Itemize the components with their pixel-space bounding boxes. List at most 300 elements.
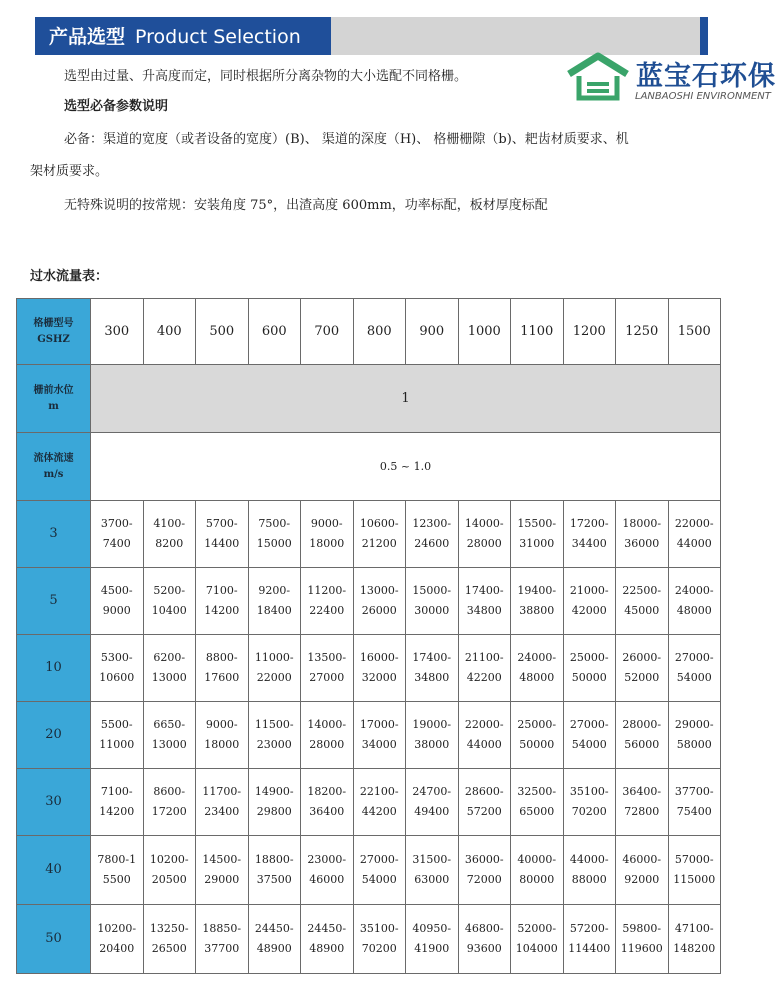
flow-value-min: 24000- bbox=[517, 651, 557, 664]
flow-value-cell bbox=[563, 905, 616, 974]
flow-value-cell bbox=[406, 836, 459, 905]
flow-value-min: 11700- bbox=[202, 785, 242, 798]
flow-value-cell bbox=[511, 702, 564, 769]
flow-value-cell bbox=[616, 702, 669, 769]
flow-value-min: 7100- bbox=[205, 584, 238, 597]
flow-value-max: 14400 bbox=[204, 537, 240, 550]
flow-value-min: 13500- bbox=[307, 651, 347, 664]
flow-value-cell bbox=[406, 501, 459, 568]
flow-value-cell bbox=[301, 702, 354, 769]
flow-value-cell bbox=[353, 905, 406, 974]
flow-value-min: 40000- bbox=[517, 853, 557, 866]
logo-name-en: LANBAOSHI ENVIRONMENT bbox=[635, 91, 771, 102]
flow-value-max: 7400 bbox=[102, 537, 131, 550]
flow-speed-row bbox=[17, 433, 721, 501]
flow-value-min: 47100- bbox=[674, 922, 714, 935]
flow-value-min: 23000- bbox=[307, 853, 347, 866]
flow-value-max: 72800 bbox=[624, 805, 660, 818]
flow-value-min: 22500- bbox=[622, 584, 662, 597]
gap-size-cell: 20 bbox=[17, 702, 91, 769]
flow-value-max: 52000 bbox=[624, 671, 660, 684]
flow-value-cell bbox=[143, 568, 196, 635]
model-size-cell: 800 bbox=[353, 299, 406, 365]
flow-value-cell bbox=[563, 635, 616, 702]
flow-value-max: 119600 bbox=[620, 942, 663, 955]
gap-size-cell: 50 bbox=[17, 905, 91, 974]
flow-value-max: 13000 bbox=[151, 671, 187, 684]
flow-value-max: 104000 bbox=[515, 942, 558, 955]
flow-value-cell bbox=[91, 836, 144, 905]
flow-value-cell bbox=[406, 635, 459, 702]
model-size-cell: 700 bbox=[301, 299, 354, 365]
flow-value-min: 21100- bbox=[464, 651, 504, 664]
flow-value-min: 17400- bbox=[464, 584, 504, 597]
flow-data-row bbox=[17, 905, 721, 974]
intro-heading: 选型必备参数说明 bbox=[64, 99, 169, 114]
flow-value-min: 6200- bbox=[153, 651, 186, 664]
flow-value-max: 34800 bbox=[466, 604, 502, 617]
flow-value-cell bbox=[616, 836, 669, 905]
flow-value-min: 31500- bbox=[412, 853, 452, 866]
flow-value-max: 34400 bbox=[571, 537, 607, 550]
flow-value-max: 48000 bbox=[676, 604, 712, 617]
flow-value-cell bbox=[196, 905, 249, 974]
flow-value-cell bbox=[616, 501, 669, 568]
flow-value-cell bbox=[91, 905, 144, 974]
model-size-cell: 1000 bbox=[458, 299, 511, 365]
water-level-row bbox=[17, 365, 721, 433]
flow-value-cell bbox=[301, 568, 354, 635]
flow-rate-table bbox=[16, 298, 721, 974]
flow-value-min: 17000- bbox=[359, 718, 399, 731]
flow-value-max: 29800 bbox=[256, 805, 292, 818]
flow-value-cell bbox=[511, 836, 564, 905]
flow-value-max: 42200 bbox=[466, 671, 502, 684]
gap-size-cell: 5 bbox=[17, 568, 91, 635]
flow-value-min: 14000- bbox=[307, 718, 347, 731]
flow-value-max: 15000 bbox=[256, 537, 292, 550]
flow-value-cell bbox=[406, 905, 459, 974]
flow-value-min: 32500- bbox=[517, 785, 557, 798]
flow-value-min: 14000- bbox=[464, 517, 504, 530]
water-level-value: 1 bbox=[91, 365, 721, 433]
flow-value-cell bbox=[563, 769, 616, 836]
flow-data-row bbox=[17, 769, 721, 836]
flow-value-max: 65000 bbox=[519, 805, 555, 818]
flow-value-cell bbox=[563, 568, 616, 635]
flow-value-min: 26000- bbox=[622, 651, 662, 664]
flow-value-cell bbox=[248, 769, 301, 836]
flow-value-max: 10600 bbox=[99, 671, 135, 684]
flow-value-min: 40950- bbox=[412, 922, 452, 935]
flow-speed-unit: m/s bbox=[43, 468, 64, 480]
flow-value-max: 46000 bbox=[309, 873, 345, 886]
flow-value-max: 34800 bbox=[414, 671, 450, 684]
flow-value-max: 17600 bbox=[204, 671, 240, 684]
flow-value-cell bbox=[91, 635, 144, 702]
flow-value-min: 17400- bbox=[412, 651, 452, 664]
flow-value-max: 36000 bbox=[624, 537, 660, 550]
flow-value-max: 18000 bbox=[204, 738, 240, 751]
flow-value-cell bbox=[563, 836, 616, 905]
flow-value-cell bbox=[301, 836, 354, 905]
model-size-cell: 400 bbox=[143, 299, 196, 365]
gap-size-cell: 3 bbox=[17, 501, 91, 568]
flow-value-min: 15500- bbox=[517, 517, 557, 530]
flow-value-max: 28000 bbox=[466, 537, 502, 550]
section-title bbox=[49, 22, 301, 49]
flow-value-max: 14200 bbox=[204, 604, 240, 617]
flow-value-max: 115000 bbox=[673, 873, 716, 886]
flow-value-max: 37500 bbox=[256, 873, 292, 886]
model-label: 格栅型号 bbox=[33, 317, 74, 329]
flow-value-cell bbox=[668, 501, 721, 568]
flow-value-max: 20500 bbox=[151, 873, 187, 886]
flow-value-min: 37700- bbox=[674, 785, 714, 798]
flow-value-cell bbox=[458, 702, 511, 769]
model-size-cell: 1200 bbox=[563, 299, 616, 365]
model-code: GSHZ bbox=[37, 333, 70, 345]
section-title-cn: 产品选型 bbox=[49, 26, 126, 48]
flow-value-cell bbox=[668, 769, 721, 836]
gap-size-cell: 10 bbox=[17, 635, 91, 702]
model-label-cell bbox=[17, 299, 91, 365]
flow-value-max: 148200 bbox=[673, 942, 716, 955]
flow-value-cell bbox=[301, 635, 354, 702]
flow-value-min: 57200- bbox=[569, 922, 609, 935]
flow-value-max: 8200 bbox=[155, 537, 184, 550]
flow-value-max: 44200 bbox=[361, 805, 397, 818]
flow-value-cell bbox=[301, 501, 354, 568]
flow-value-max: 72000 bbox=[466, 873, 502, 886]
flow-value-min: 5200- bbox=[153, 584, 186, 597]
model-size-cell: 500 bbox=[196, 299, 249, 365]
flow-value-min: 21000- bbox=[569, 584, 609, 597]
logo-name-cn: 蓝宝石环保 bbox=[636, 61, 776, 92]
flow-value-min: 10200- bbox=[97, 922, 137, 935]
flow-value-max: 75400 bbox=[676, 805, 712, 818]
flow-value-max: 38000 bbox=[414, 738, 450, 751]
flow-value-max: 54000 bbox=[361, 873, 397, 886]
flow-value-cell bbox=[353, 702, 406, 769]
flow-data-row bbox=[17, 702, 721, 769]
flow-value-min: 19400- bbox=[517, 584, 557, 597]
flow-value-max: 49400 bbox=[414, 805, 450, 818]
flow-value-cell bbox=[563, 501, 616, 568]
flow-value-min: 5300- bbox=[100, 651, 133, 664]
model-size-cell: 900 bbox=[406, 299, 459, 365]
flow-value-max: 23400 bbox=[204, 805, 240, 818]
flow-value-cell bbox=[248, 905, 301, 974]
flow-value-max: 30000 bbox=[414, 604, 450, 617]
flow-value-min: 19000- bbox=[412, 718, 452, 731]
flow-value-min: 9000- bbox=[205, 718, 238, 731]
flow-value-min: 57000- bbox=[674, 853, 714, 866]
flow-value-min: 6650- bbox=[153, 718, 186, 731]
flow-speed-label-cell bbox=[17, 433, 91, 501]
flow-value-cell bbox=[406, 769, 459, 836]
flow-value-cell bbox=[353, 836, 406, 905]
flow-value-cell bbox=[248, 702, 301, 769]
flow-value-min: 7800-1 bbox=[97, 853, 137, 866]
flow-value-min: 27000- bbox=[359, 853, 399, 866]
intro-line-3: 架材质要求。 bbox=[30, 164, 109, 179]
water-level-label-cell bbox=[17, 365, 91, 433]
flow-value-cell bbox=[196, 769, 249, 836]
flow-data-row bbox=[17, 568, 721, 635]
flow-value-max: 54000 bbox=[571, 738, 607, 751]
flow-speed-value: 0.5 ~ 1.0 bbox=[91, 433, 721, 501]
flow-value-min: 22100- bbox=[359, 785, 399, 798]
flow-value-cell bbox=[248, 568, 301, 635]
flow-value-max: 21200 bbox=[361, 537, 397, 550]
flow-value-max: 9000 bbox=[102, 604, 131, 617]
flow-value-min: 25000- bbox=[517, 718, 557, 731]
flow-value-max: 44000 bbox=[466, 738, 502, 751]
flow-value-cell bbox=[458, 769, 511, 836]
flow-value-min: 28600- bbox=[464, 785, 504, 798]
flow-speed-label: 流体流速 bbox=[33, 452, 74, 464]
flow-value-cell bbox=[458, 501, 511, 568]
flow-value-min: 17200- bbox=[569, 517, 609, 530]
flow-value-min: 36000- bbox=[464, 853, 504, 866]
flow-value-min: 22000- bbox=[464, 718, 504, 731]
intro-line-4: 无特殊说明的按常规：安装角度 75°，出渣高度 600mm，功率标配，板材厚度标配 bbox=[64, 198, 548, 213]
flow-value-max: 18000 bbox=[309, 537, 345, 550]
flow-value-max: 18400 bbox=[256, 604, 292, 617]
flow-value-min: 27000- bbox=[569, 718, 609, 731]
flow-value-max: 50000 bbox=[519, 738, 555, 751]
flow-value-max: 45000 bbox=[624, 604, 660, 617]
flow-value-cell bbox=[143, 501, 196, 568]
model-size-cell: 1250 bbox=[616, 299, 669, 365]
flow-value-min: 4100- bbox=[153, 517, 186, 530]
flow-value-max: 29000 bbox=[204, 873, 240, 886]
flow-value-min: 3700- bbox=[100, 517, 133, 530]
flow-value-cell bbox=[563, 702, 616, 769]
flow-value-max: 37700 bbox=[204, 942, 240, 955]
flow-value-min: 10600- bbox=[359, 517, 399, 530]
flow-value-cell bbox=[406, 568, 459, 635]
model-size-cell: 1100 bbox=[511, 299, 564, 365]
flow-value-max: 34000 bbox=[361, 738, 397, 751]
flow-value-max: 63000 bbox=[414, 873, 450, 886]
flow-value-cell bbox=[91, 568, 144, 635]
flow-value-cell bbox=[196, 702, 249, 769]
flow-value-min: 35100- bbox=[359, 922, 399, 935]
flow-value-max: 22000 bbox=[256, 671, 292, 684]
section-header-title-block bbox=[35, 17, 331, 55]
flow-value-max: 28000 bbox=[309, 738, 345, 751]
flow-value-max: 24600 bbox=[414, 537, 450, 550]
flow-value-max: 48900 bbox=[309, 942, 345, 955]
flow-value-max: 26500 bbox=[151, 942, 187, 955]
flow-value-min: 46000- bbox=[622, 853, 662, 866]
flow-value-max: 50000 bbox=[571, 671, 607, 684]
flow-value-min: 18000- bbox=[622, 517, 662, 530]
flow-value-cell bbox=[511, 769, 564, 836]
flow-value-cell bbox=[406, 702, 459, 769]
flow-value-max: 57200 bbox=[466, 805, 502, 818]
flow-value-min: 5500- bbox=[100, 718, 133, 731]
flow-value-cell bbox=[196, 568, 249, 635]
flow-data-row bbox=[17, 635, 721, 702]
flow-value-max: 36400 bbox=[309, 805, 345, 818]
flow-value-cell bbox=[616, 905, 669, 974]
flow-value-cell bbox=[301, 905, 354, 974]
flow-value-max: 41900 bbox=[414, 942, 450, 955]
flow-value-min: 5700- bbox=[205, 517, 238, 530]
flow-value-max: 48900 bbox=[256, 942, 292, 955]
flow-value-cell bbox=[458, 836, 511, 905]
flow-value-max: 80000 bbox=[519, 873, 555, 886]
flow-value-max: 31000 bbox=[519, 537, 555, 550]
flow-value-cell bbox=[511, 635, 564, 702]
flow-value-min: 16000- bbox=[359, 651, 399, 664]
flow-value-max: 70200 bbox=[361, 942, 397, 955]
model-header-row bbox=[17, 299, 721, 365]
flow-value-min: 7100- bbox=[100, 785, 133, 798]
flow-value-min: 11200- bbox=[307, 584, 347, 597]
flow-value-min: 28000- bbox=[622, 718, 662, 731]
flow-value-min: 18850- bbox=[202, 922, 242, 935]
flow-value-max: 5500 bbox=[102, 873, 131, 886]
flow-value-min: 18200- bbox=[307, 785, 347, 798]
flow-value-min: 22000- bbox=[674, 517, 714, 530]
flow-value-min: 8800- bbox=[205, 651, 238, 664]
flow-value-cell bbox=[353, 568, 406, 635]
flow-value-min: 29000- bbox=[674, 718, 714, 731]
flow-value-min: 9000- bbox=[310, 517, 343, 530]
flow-value-cell bbox=[458, 635, 511, 702]
flow-value-cell bbox=[458, 905, 511, 974]
flow-value-min: 18800- bbox=[254, 853, 294, 866]
flow-value-cell bbox=[511, 568, 564, 635]
flow-data-row bbox=[17, 501, 721, 568]
flow-value-cell bbox=[143, 769, 196, 836]
flow-value-min: 4500- bbox=[100, 584, 133, 597]
flow-value-cell bbox=[143, 635, 196, 702]
water-level-label: 栅前水位 bbox=[33, 384, 74, 396]
flow-value-max: 14200 bbox=[99, 805, 135, 818]
flow-value-max: 88000 bbox=[571, 873, 607, 886]
table-caption: 过水流量表： bbox=[30, 269, 109, 284]
flow-value-min: 15000- bbox=[412, 584, 452, 597]
flow-value-min: 9200- bbox=[258, 584, 291, 597]
flow-value-cell bbox=[353, 501, 406, 568]
flow-value-min: 46800- bbox=[464, 922, 504, 935]
flow-value-cell bbox=[143, 836, 196, 905]
flow-value-min: 25000- bbox=[569, 651, 609, 664]
flow-data-row bbox=[17, 836, 721, 905]
flow-value-min: 24450- bbox=[307, 922, 347, 935]
flow-value-cell bbox=[248, 501, 301, 568]
flow-value-cell bbox=[91, 501, 144, 568]
intro-line-1: 选型由过量、升高度而定，同时根据所分离杂物的大小选配不同格栅。 bbox=[64, 69, 468, 84]
flow-value-max: 27000 bbox=[309, 671, 345, 684]
flow-value-min: 13000- bbox=[359, 584, 399, 597]
logo-house-icon bbox=[565, 50, 631, 106]
flow-value-cell bbox=[91, 702, 144, 769]
flow-value-cell bbox=[668, 836, 721, 905]
gap-size-cell: 30 bbox=[17, 769, 91, 836]
flow-value-min: 14500- bbox=[202, 853, 242, 866]
model-size-cell: 1500 bbox=[668, 299, 721, 365]
flow-value-min: 44000- bbox=[569, 853, 609, 866]
flow-value-max: 93600 bbox=[466, 942, 502, 955]
flow-value-cell bbox=[196, 501, 249, 568]
flow-value-max: 114400 bbox=[568, 942, 611, 955]
flow-value-max: 17200 bbox=[151, 805, 187, 818]
gap-size-cell: 40 bbox=[17, 836, 91, 905]
flow-value-min: 59800- bbox=[622, 922, 662, 935]
flow-value-cell bbox=[196, 635, 249, 702]
flow-value-cell bbox=[668, 635, 721, 702]
flow-value-min: 13250- bbox=[149, 922, 189, 935]
flow-value-min: 11500- bbox=[254, 718, 294, 731]
flow-value-min: 24700- bbox=[412, 785, 452, 798]
flow-value-cell bbox=[91, 769, 144, 836]
flow-value-max: 58000 bbox=[676, 738, 712, 751]
water-level-unit: m bbox=[48, 400, 59, 412]
flow-value-max: 56000 bbox=[624, 738, 660, 751]
flow-value-max: 92000 bbox=[624, 873, 660, 886]
flow-value-min: 12300- bbox=[412, 517, 452, 530]
flow-value-max: 70200 bbox=[571, 805, 607, 818]
flow-value-min: 11000- bbox=[254, 651, 294, 664]
flow-value-cell bbox=[248, 836, 301, 905]
flow-value-cell bbox=[196, 836, 249, 905]
flow-value-min: 52000- bbox=[517, 922, 557, 935]
flow-value-cell bbox=[143, 905, 196, 974]
company-logo bbox=[565, 50, 776, 110]
flow-value-cell bbox=[616, 635, 669, 702]
flow-value-max: 22400 bbox=[309, 604, 345, 617]
flow-value-min: 7500- bbox=[258, 517, 291, 530]
flow-value-min: 36400- bbox=[622, 785, 662, 798]
flow-value-max: 54000 bbox=[676, 671, 712, 684]
model-size-cell: 300 bbox=[91, 299, 144, 365]
flow-value-cell bbox=[511, 501, 564, 568]
flow-value-cell bbox=[353, 635, 406, 702]
flow-value-max: 11000 bbox=[99, 738, 135, 751]
flow-value-max: 10400 bbox=[151, 604, 187, 617]
flow-value-min: 10200- bbox=[149, 853, 189, 866]
flow-value-min: 14900- bbox=[254, 785, 294, 798]
flow-value-max: 38800 bbox=[519, 604, 555, 617]
flow-value-min: 35100- bbox=[569, 785, 609, 798]
flow-value-max: 13000 bbox=[151, 738, 187, 751]
flow-value-cell bbox=[248, 635, 301, 702]
model-size-cell: 600 bbox=[248, 299, 301, 365]
flow-value-cell bbox=[143, 702, 196, 769]
flow-value-min: 27000- bbox=[674, 651, 714, 664]
flow-value-cell bbox=[458, 568, 511, 635]
flow-value-cell bbox=[668, 702, 721, 769]
flow-value-cell bbox=[668, 905, 721, 974]
flow-value-min: 8600- bbox=[153, 785, 186, 798]
flow-value-cell bbox=[301, 769, 354, 836]
flow-value-cell bbox=[511, 905, 564, 974]
flow-value-max: 20400 bbox=[99, 942, 135, 955]
flow-value-cell bbox=[616, 568, 669, 635]
flow-value-max: 26000 bbox=[361, 604, 397, 617]
flow-value-max: 48000 bbox=[519, 671, 555, 684]
intro-line-2: 必备：渠道的宽度（或者设备的宽度）(B)、 渠道的深度（H)、 格栅栅隙（b)、耙齿材质要求、机 bbox=[64, 132, 629, 147]
flow-value-min: 24000- bbox=[674, 584, 714, 597]
flow-value-max: 42000 bbox=[571, 604, 607, 617]
section-title-en: Product Selection bbox=[135, 26, 301, 48]
